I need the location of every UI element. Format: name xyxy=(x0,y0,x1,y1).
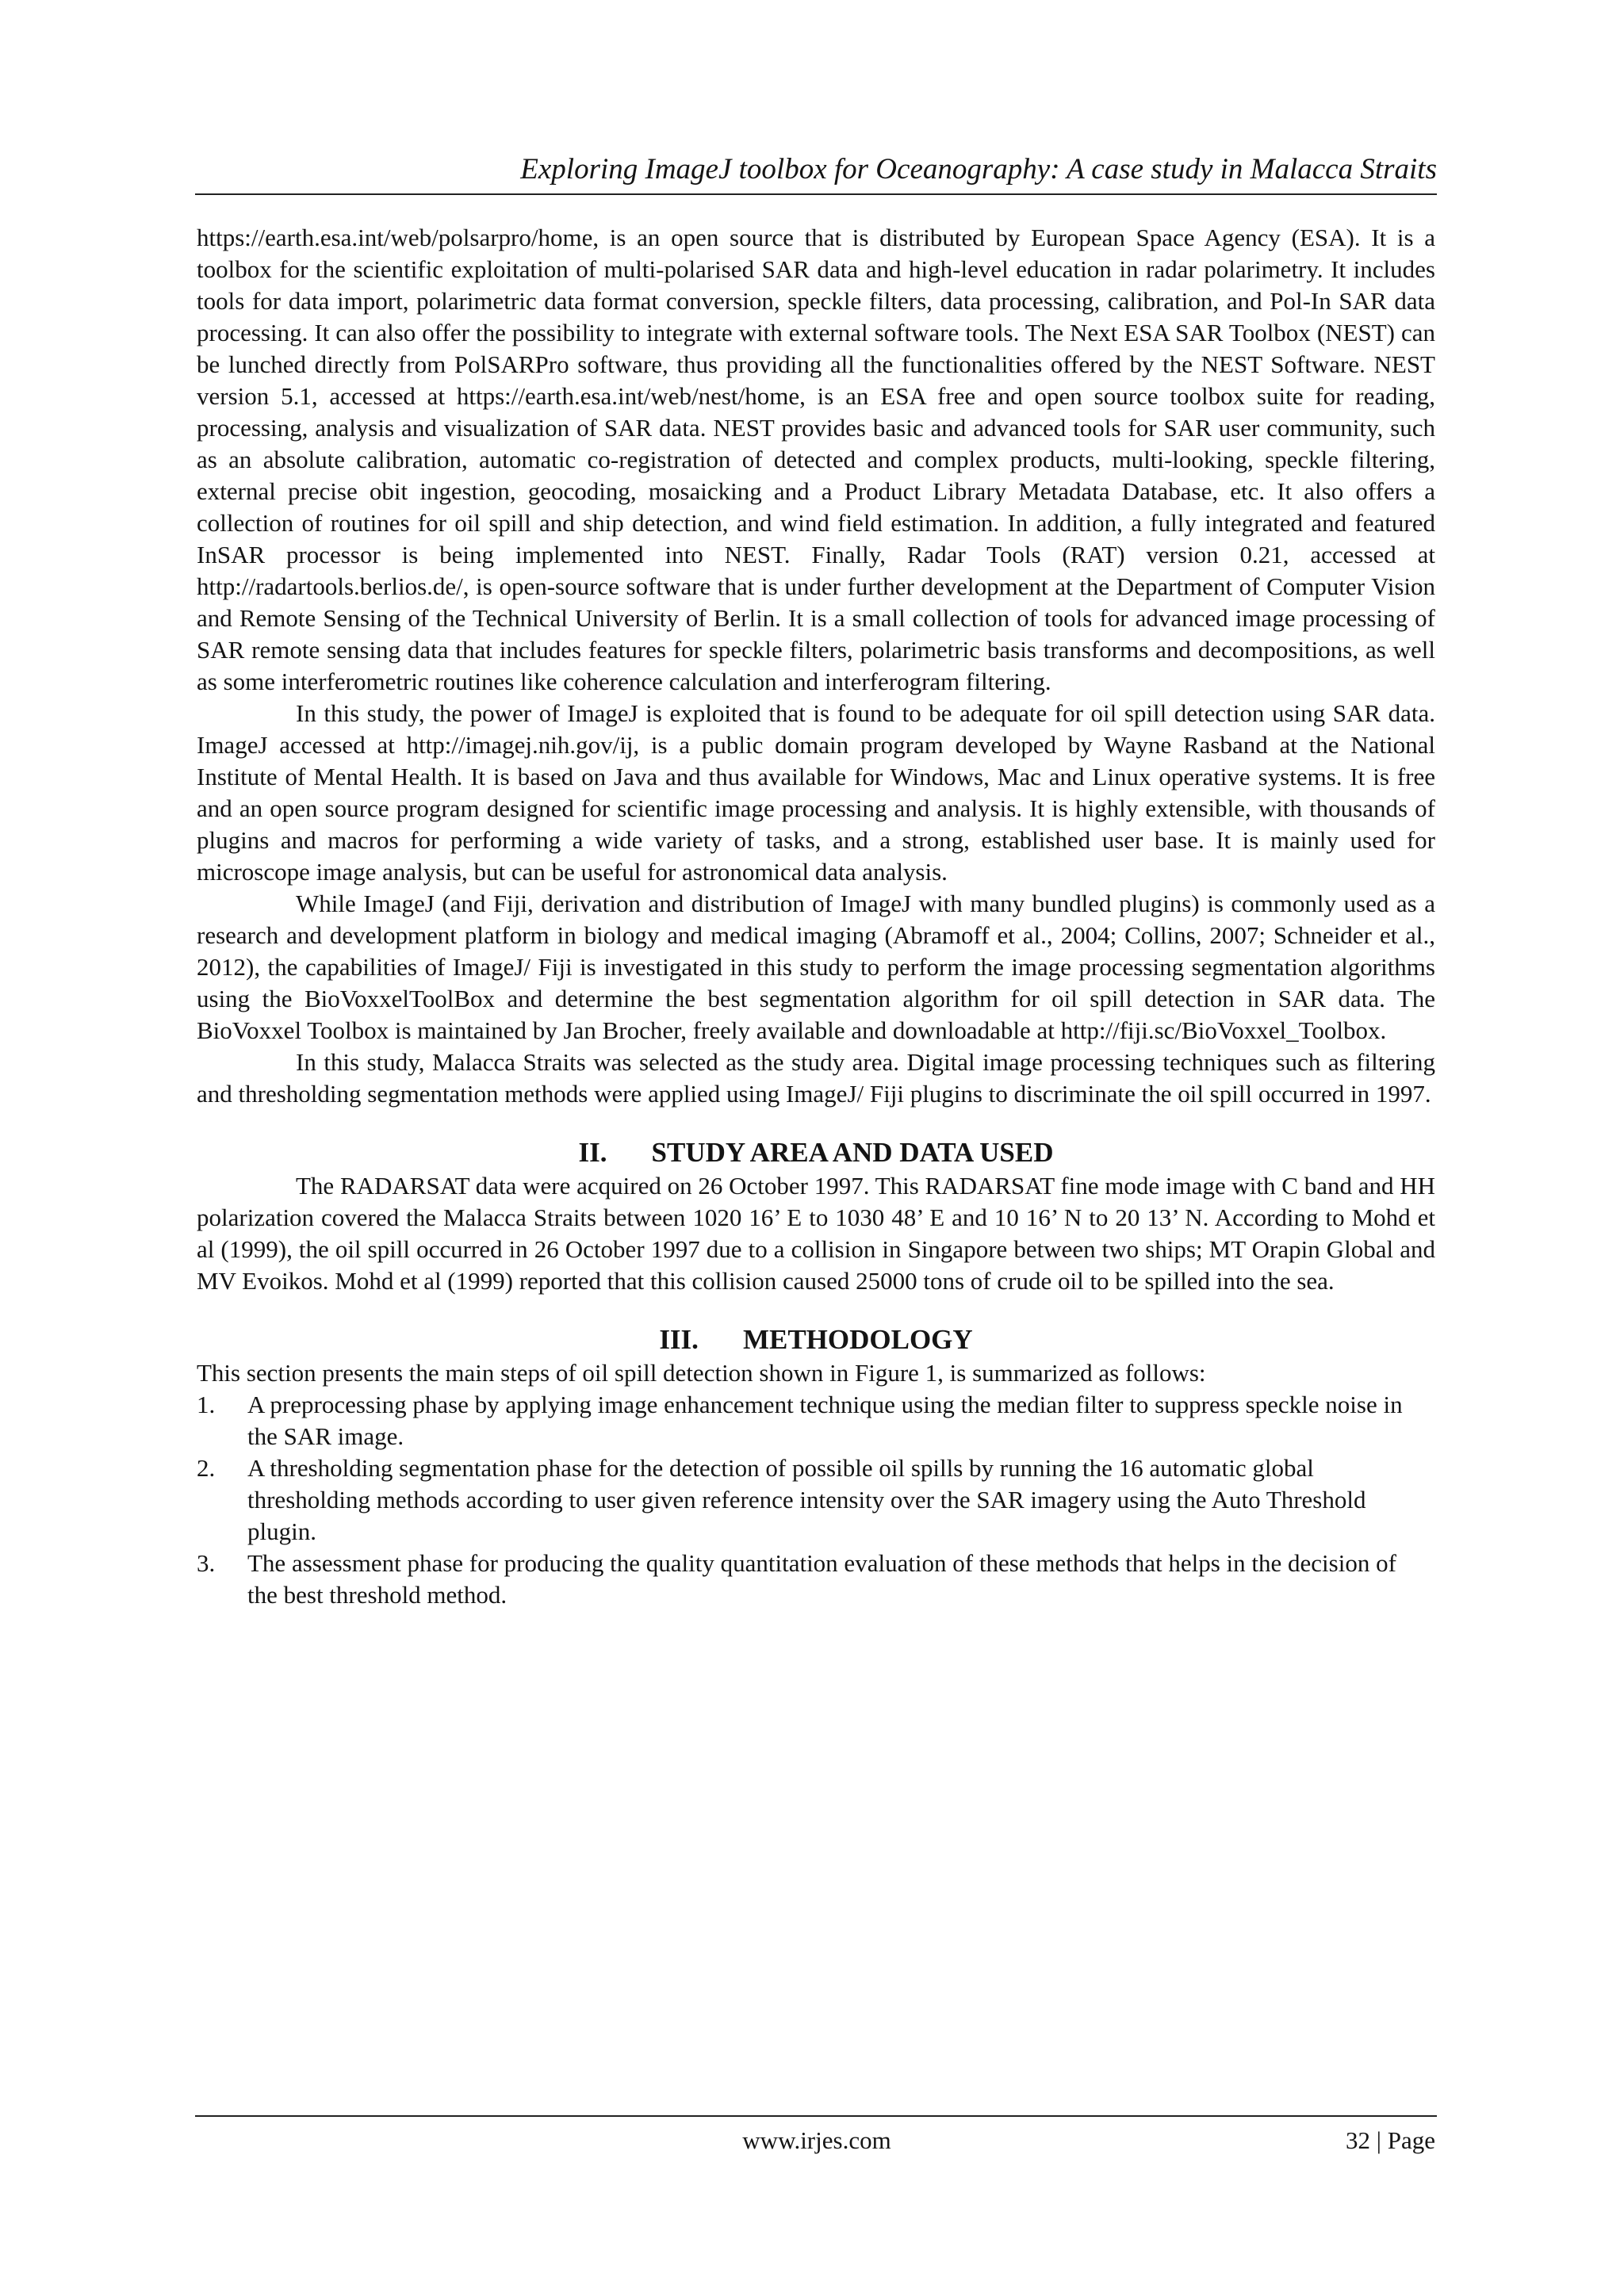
section-heading-study-area xyxy=(197,1135,1435,1170)
list-item xyxy=(197,1548,1435,1611)
paragraph-intro-1: https://earth.esa.int/web/polsarpro/home, is an open source that is distributed by European Space Agency (ESA). It is a toolbox for the scientific exploitation of multi-polarised SAR data and high-level education in radar polarimetry. It includes tools for data import, polarimetric data format conversion, speckle filters, data processing, calibration, and Pol-In SAR data processing. It can also offer the possibility to integrate with external software tools. The Next ESA SAR Toolbox (NEST) can be lunched directly from PolSARPro software, thus providing all the functionalities offered by the NEST Software. NEST version 5.1, accessed at https://earth.esa.int/web/nest/home, is an ESA free and open source toolbox suite for reading, processing, analysis and visualization of SAR data. NEST provides basic and advanced tools for SAR user community, such as an absolute calibration, automatic co-registration of detected and complex products, multi-looking, speckle filtering, external precise obit ingestion, geocoding, mosaicking and a Product Library Metadata Database, etc. It also offers a collection of routines for oil spill and ship detection, and wind field estimation. In addition, a fully integrated and featured InSAR processor is being implemented into NEST. Finally, Radar Tools (RAT) version 0.21, accessed at http://radartools.berlios.de/, is open-source software that is under further development at the Department of Computer Vision and Remote Sensing of the Technical University of Berlin. It is a small collection of tools for advanced image processing of SAR remote sensing data that includes features for speckle filters, polarimetric basis transforms and decompositions, as well as some interferometric routines like coherence calculation and interferogram filtering. xyxy=(197,224,1435,695)
footer-rule xyxy=(195,2115,1437,2117)
list-marker: 2. xyxy=(197,1454,216,1482)
footer-site-url: www.irjes.com xyxy=(742,2126,891,2154)
section-title: METHODOLOGY xyxy=(742,1324,973,1355)
page-number: 32 | Page xyxy=(1346,2126,1435,2154)
list-item-text: A preprocessing phase by applying image enhancement technique using the median filter to suppress speckle noise in the SAR image. xyxy=(247,1391,1403,1450)
paragraph-intro-4: In this study, Malacca Straits was selected as the study area. Digital image processing techniques such as filtering and thresholding segmentation methods were applied using ImageJ/ Fiji plugins to discriminate the oil spill occurred in 1997. xyxy=(197,1048,1435,1108)
running-header: Exploring ImageJ toolbox for Oceanography: A case study in Malacca Straits xyxy=(520,153,1437,186)
section-heading-methodology xyxy=(197,1322,1435,1357)
methodology-steps-list xyxy=(197,1389,1435,1611)
list-marker: 3. xyxy=(197,1549,216,1577)
list-item xyxy=(197,1452,1435,1548)
section-number: II. xyxy=(578,1137,607,1168)
list-item-text: A thresholding segmentation phase for the detection of possible oil spills by running the 16 automatic global thresholding methods according to user given reference intensity over the SAR imagery using the Auto Threshold plugin. xyxy=(247,1454,1366,1545)
list-item xyxy=(197,1389,1435,1452)
section-number: III. xyxy=(659,1324,699,1355)
paragraph-study-area: The RADARSAT data were acquired on 26 October 1997. This RADARSAT fine mode image with C band and HH polarization covered the Malacca Straits between 1020 16’ E to 1030 48’ E and 10 16’ N to 20 13’ N. According to Mohd et al (1999), the oil spill occurred in 26 October 1997 due to a collision in Singapore between two ships; MT Orapin Global and MV Evoikos. Mohd et al (1999) reported that this collision caused 25000 tons of crude oil to be spilled into the sea. xyxy=(197,1172,1435,1295)
header-rule xyxy=(195,193,1437,195)
paragraph-methodology-intro: This section presents the main steps of oil spill detection shown in Figure 1, is summarized as follows: xyxy=(197,1359,1206,1387)
body-text xyxy=(197,222,1435,1611)
paragraph-intro-3: While ImageJ (and Fiji, derivation and distribution of ImageJ with many bundled plugins) is commonly used as a research and development platform in biology and medical imaging (Abramoff et al., 2004; Collins, 2007; Schneider et al., 2012), the capabilities of ImageJ/ Fiji is investigated in this study to perform the image processing segmentation algorithms using the BioVoxxelToolBox and determine the best segmentation algorithm for oil spill detection in SAR data. The BioVoxxel Toolbox is maintained by Jan Brocher, freely available and downloadable at http://fiji.sc/BioVoxxel_Toolbox. xyxy=(197,890,1435,1044)
list-marker: 1. xyxy=(197,1391,216,1418)
paragraph-intro-2: In this study, the power of ImageJ is exploited that is found to be adequate for oil spill detection using SAR data. ImageJ accessed at http://imagej.nih.gov/ij, is a public domain program developed by Wayne Rasband at the National Institute of Mental Health. It is based on Java and thus available for Windows, Mac and Linux operative systems. It is free and an open source program designed for scientific image processing and analysis. It is highly extensible, with thousands of plugins and macros for performing a wide variety of tasks, and a strong, established user base. It is mainly used for microscope image analysis, but can be useful for astronomical data analysis. xyxy=(197,699,1435,886)
section-title: STUDY AREA AND DATA USED xyxy=(651,1137,1054,1168)
list-item-text: The assessment phase for producing the quality quantitation evaluation of these methods that helps in the decision of the best threshold method. xyxy=(247,1549,1396,1609)
